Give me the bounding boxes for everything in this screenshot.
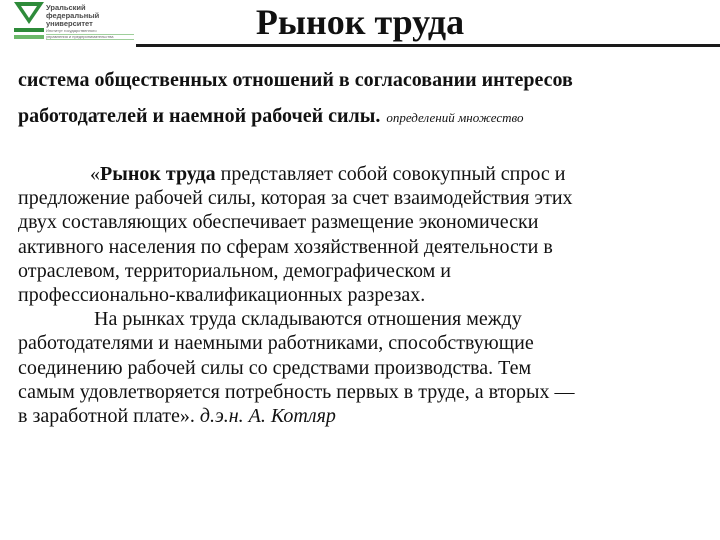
quote-line: работодателями и наемными работниками, способствующие	[18, 332, 534, 355]
definition-line-2	[18, 104, 524, 130]
logo-subtitle	[46, 29, 134, 40]
quote-line: активного населения по сферам хозяйственной деятельности в	[18, 235, 553, 258]
definition-line-1: система общественных отношений в согласовании интересов	[18, 69, 573, 91]
logo-subtitle-line: управления и предпринимательства	[46, 35, 134, 41]
logo-line: Уральский	[46, 3, 86, 12]
definition-note: определений множество	[386, 110, 524, 125]
quote-block	[18, 162, 718, 428]
header-divider	[136, 44, 720, 47]
logo-text	[46, 4, 134, 40]
quote-line: предложение рабочей силы, которая за счет взаимодействия этих	[18, 187, 573, 210]
logo-line: университет	[46, 19, 93, 28]
definition-text: работодателей и наемной рабочей силы.	[18, 105, 381, 127]
quote-line	[18, 162, 718, 186]
quote-line: двух составляющих обеспечивает размещение экономически	[18, 211, 539, 234]
slide-title: Рынок труда	[255, 2, 465, 42]
quote-line: самым удовлетворяется потребность первых в труде, а вторых —	[18, 380, 575, 403]
quote-line: профессионально-квалификационных разрезах.	[18, 284, 426, 307]
quote-last-text: в заработной плате».	[18, 405, 195, 428]
quote-author: д.э.н. А. Котляр	[199, 405, 336, 428]
quote-term: Рынок труда	[100, 163, 216, 185]
quote-open-mark: «	[90, 163, 100, 185]
quote-line: На рынках труда складываются отношения между	[94, 308, 522, 331]
logo-line: федеральный	[46, 11, 100, 20]
quote-line: отраслевом, территориальном, демографическом и	[18, 259, 451, 282]
logo-subtitle-line: Институт государственного	[46, 29, 134, 35]
quote-lead-text: представляет собой совокупный спрос и	[215, 163, 566, 185]
ural-federal-university-logo-icon	[14, 2, 44, 42]
quote-line: соединению рабочей силы со средствами производства. Тем	[18, 356, 532, 379]
university-logo	[14, 2, 134, 44]
quote-line	[18, 404, 718, 428]
